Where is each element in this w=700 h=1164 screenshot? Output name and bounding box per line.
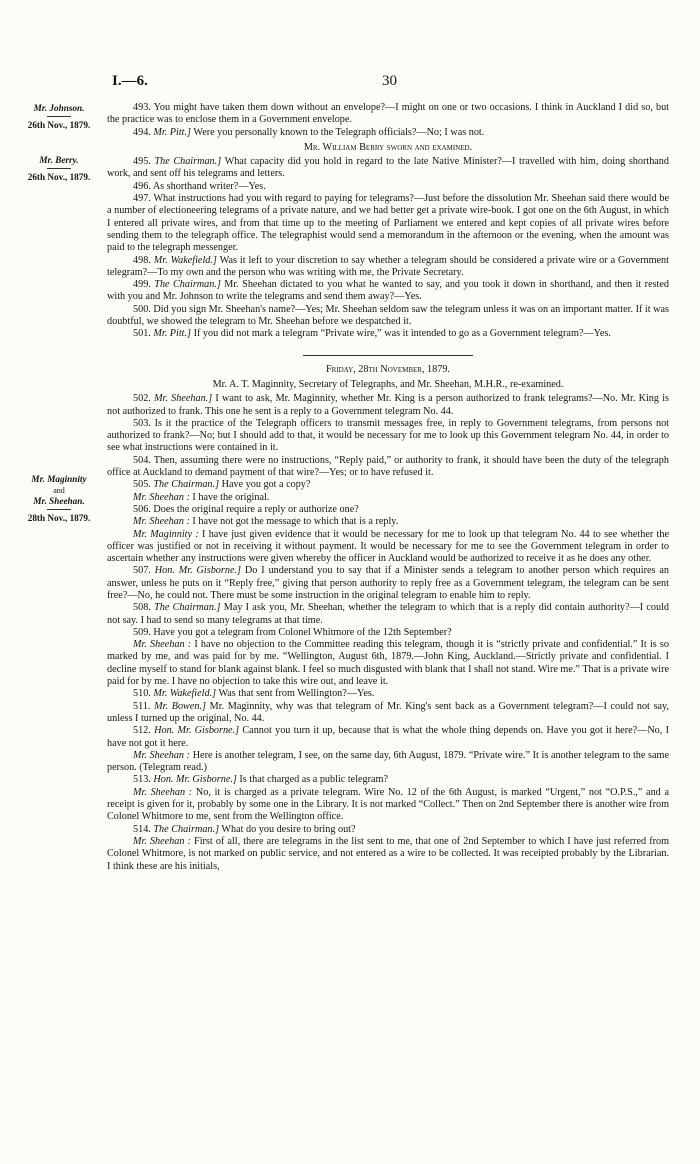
paragraph: Mr. Sheehan : I have not got the message to which that is a reply. (133, 516, 399, 528)
paragraph: Mr. Sheehan : No, it is charged as a private telegram. Wire No. 12 of the 6th August, is marked “Urgent,” not “O.P.S.,” and a receipt is given for it, probably by some one in the Library. It is not marked “Collect.” Then on 2nd September there is another wire from Colonel Whitmore to me, sent from the Wellington office. (107, 786, 669, 823)
paragraph: 500. Did you sign Mr. Sheehan's name?—Yes; Mr. Sheehan seldom saw the telegram unless it was on an important matter. If it was doubtful, we showed the telegram to Mr. Sheehan before we despatched it. (107, 303, 670, 328)
margin-and: and (53, 486, 65, 495)
paragraph: 508. The Chairman.] May I ask you, Mr. Sheehan, whether the telegram to which that is a reply did contain authority?—I could not say. I had to send so many telegrams at that time. (107, 602, 670, 626)
margin-name: Mr. Johnson. (33, 103, 85, 113)
paragraph: 504. Then, assuming there were no instructions, “Reply paid,” or authority to frank, it should have been the duty of the telegraph office at Auckland to demand payment of that wire?—Yes; or to have refused it. (107, 454, 669, 479)
paragraph: 503. Is it the practice of the Telegraph officers to transmit messages free, in reply to Government telegrams, from persons not authorized to frank?—No; but I should add to that, it would be necessary for me to look up this Government telegram No. 44, in order to see what instructions were contained in it. (107, 417, 669, 454)
margin-note-berry (18, 155, 100, 183)
margin-rule (47, 168, 71, 169)
paper-reference: I.—6. (112, 73, 148, 89)
paragraph: 496. As shorthand writer?—Yes. (133, 180, 266, 192)
margin-rule (47, 116, 71, 117)
paragraph: 495. The Chairman.] What capacity did you hold in regard to the late Native Minister?—I travelled with him, doing shorthand work, and sent off his telegrams and letters. (107, 156, 669, 180)
page-number: 30 (382, 73, 397, 89)
paragraph: 505. The Chairman.] Have you got a copy? (133, 479, 311, 491)
witnesses-heading: Mr. A. T. Maginnity, Secretary of Telegraphs, and Mr. Sheehan, M.H.R., re-examined. (212, 378, 564, 390)
section-divider (303, 355, 473, 356)
margin-date: 28th Nov., 1879. (27, 513, 91, 523)
margin-name: Mr. Sheehan. (33, 496, 85, 506)
paragraph: 511. Mr. Bowen.] Mr. Maginnity, why was that telegram of Mr. King's sent back as a Government telegram?—I could not say, unless I turned up the original, No. 44. (107, 700, 670, 724)
paragraph: 499. The Chairman.] Mr. Sheehan dictated to you what he wanted to say, and you took it down in shorthand, and then it rested with you and Mr. Johnson to write the telegrams and send them away?—Yes. (107, 279, 670, 303)
paragraph: 514. The Chairman.] What do you desire to bring out? (133, 823, 356, 835)
margin-note-maginnity (18, 474, 100, 524)
paragraph: Mr. Sheehan : I have the original. (133, 491, 270, 503)
margin-name: Mr. Maginnity (31, 474, 87, 484)
paragraph: Mr. Sheehan : First of all, there are telegrams in the list sent to me, that one of 2nd September to which I have just referred from Colonel Whitmore, is not marked on public service, and not entered as a wire to be collected. It was receipted probably by the Librarian. I think these are his initials, (107, 835, 670, 872)
paragraph: 494. Mr. Pitt.] Were you personally known to the Telegraph officials?—No; I was not. (133, 126, 485, 138)
paragraph: Mr. Sheehan : Here is another telegram, I see, on the same day, 6th August, 1879. “Private wire.” It is another telegram to the same person. (Telegram read.) (107, 749, 669, 774)
section-heading: Mr. William Berry sworn and examined. (303, 141, 473, 153)
margin-date: 26th Nov., 1879. (27, 120, 91, 130)
margin-rule (47, 509, 71, 510)
paragraph: Mr. Maginnity : I have just given evidence that it would be necessary for me to look up that telegram No. 44 to see whether the officer was justified or not in receiving it without payment. It would be necessary for me to see the Government telegram in order to ascertain whether any instructions were given whereby the officer in Auckland would be authorized to receive it as he does any other. (107, 528, 669, 565)
margin-date: 26th Nov., 1879. (27, 172, 91, 182)
paragraph: 512. Hon. Mr. Gisborne.] Cannot you turn it up, because that is what the whole thing depends on. Have you got it here?—No, I have not got it here. (107, 725, 670, 749)
paragraph: 509. Have you got a telegram from Colonel Whitmore of the 12th September? (133, 626, 452, 638)
margin-name: Mr. Berry. (39, 155, 79, 165)
paragraph: Mr. Sheehan : I have no objection to the Committee reading this telegram, though it is “strictly private and confidential.” It is so marked by me, and was paid for by me. “Wellington, August 6th, 1879.—John King, Auckland.—Strictly private and confidential. I decline myself to stand for blank against blank. I feel so much disgusted with blank that I shall not stand. Wire me.” That is a private wire paid for by me. I have no objection to take this wire out, and leave it. (107, 639, 669, 688)
margin-note-johnson (18, 103, 100, 131)
paragraph: 513. Hon. Mr. Gisborne.] Is that charged as a public telegram? (133, 774, 389, 786)
paragraph: 501. Mr. Pitt.] If you did not mark a telegram “Private wire,” was it intended to go as a Government telegram?—Yes. (133, 328, 611, 340)
date-heading: Friday, 28th November, 1879. (326, 363, 450, 375)
paragraph: 507. Hon. Mr. Gisborne.] Do I understand you to say that if a Minister sends a telegram to another person which requires an answer, unless he puts on it “Reply free,” giving that person authority to reply free as a Government telegram, the telegram can be sent free?—No, he could not. There must be some instruction in the original telegram to enable him to reply. (107, 565, 670, 601)
paragraph: 510. Mr. Wakefield.] Was that sent from Wellington?—Yes. (133, 688, 375, 700)
paragraph: 497. What instructions had you with regard to paying for telegrams?—Just before the dissolution Mr. Sheehan said there would be a number of electioneering telegrams of a private nature, and we had better get a private wire-book. I got one on the 6th August, in which I entered all private wires, and from that time up to the meeting of Parliament we entered and kept copies of all private wires before sending them to the telegraph office. The telegraphist would send a memorandum in the afternoon or the evening, when the amount was paid to the telegraph messenger. (107, 193, 669, 254)
paragraph: 506. Does the original require a reply or authorize one? (133, 503, 359, 515)
paragraph: 493. You might have taken them down without an envelope?—I might on one or two occasions. I think in Auckland I did so, but the practice was to enclose them in a Government envelope. (107, 102, 670, 126)
document-body (107, 102, 669, 873)
paragraph: 502. Mr. Sheehan.] I want to ask, Mr. Maginnity, whether Mr. King is a person authorized to frank telegrams?—No. Mr. King is not authorized to frank. This one he sent is a reply to a Government telegram No. 44. (107, 393, 669, 417)
paragraph: 498. Mr. Wakefield.] Was it left to your discretion to say whether a telegram should be considered a private wire or a Government telegram?—To my own and the person who was writing with me, the Private Secretary. (107, 254, 669, 278)
